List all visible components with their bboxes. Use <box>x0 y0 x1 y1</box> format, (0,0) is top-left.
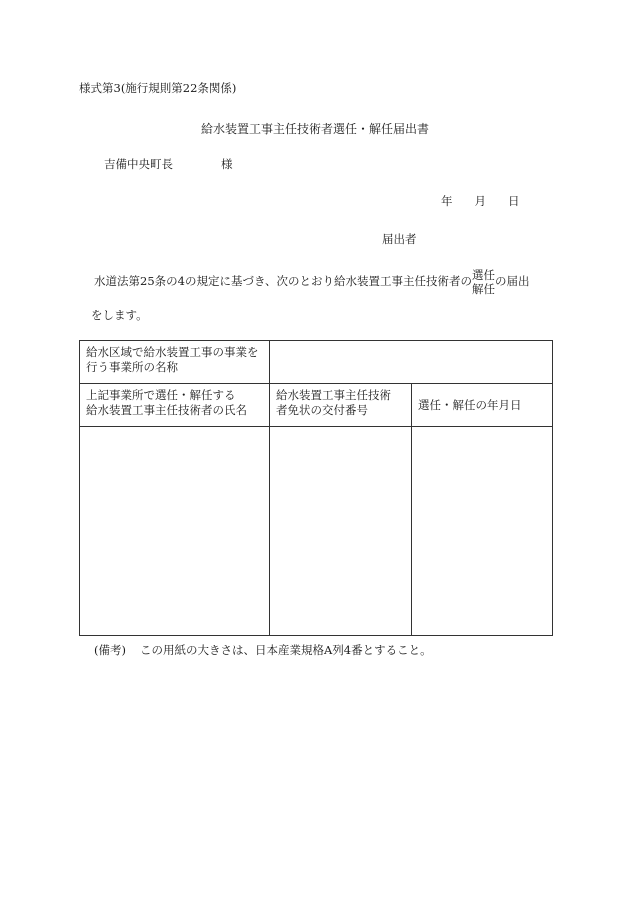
appointment-date-cell[interactable] <box>412 427 553 636</box>
table-row <box>80 341 553 384</box>
license-number-cell[interactable] <box>270 427 412 636</box>
date-month-label: 月 <box>474 194 486 208</box>
addressee <box>104 156 233 172</box>
date-year-label: 年 <box>441 194 453 208</box>
engineer-table <box>79 340 553 636</box>
engineer-name-header: 上記事業所で選任・解任する 給水装置工事主任技術者の氏名 <box>80 384 270 427</box>
notifier-label: 届出者 <box>382 232 417 246</box>
remark-label: (備考) <box>94 643 126 657</box>
table-row <box>80 427 553 636</box>
body-text-line2: をします。 <box>91 308 148 322</box>
appointment-dismissal-stack <box>472 268 495 296</box>
office-name-cell[interactable] <box>270 341 553 384</box>
license-number-header: 給水装置工事主任技術 者免状の交付番号 <box>270 384 412 427</box>
addressee-name: 吉備中央町長 <box>104 157 173 171</box>
appointment-date-header: 選任・解任の年月日 <box>412 384 553 427</box>
form-number: 様式第3(施行規則第22条関係) <box>79 81 237 95</box>
body-text-part1: 水道法第25条の4の規定に基づき、次のとおり給水装置工事主任技術者の <box>94 274 472 288</box>
stack-appointment: 選任 <box>472 268 495 282</box>
engineer-name-cell[interactable] <box>80 427 270 636</box>
date-day-label: 日 <box>508 194 520 208</box>
office-name-label: 給水区域で給水装置工事の事業を 行う事業所の名称 <box>80 341 270 384</box>
addressee-honorific: 様 <box>221 157 233 171</box>
remark <box>94 642 432 658</box>
date-row <box>441 193 520 209</box>
body-text-part2: の届出 <box>495 274 530 288</box>
body-text-line1 <box>94 268 530 296</box>
remark-text: この用紙の大きさは、日本産業規格A列4番とすること。 <box>139 643 432 657</box>
document-title: 給水装置工事主任技術者選任・解任届出書 <box>200 122 429 136</box>
stack-dismissal: 解任 <box>472 282 495 296</box>
table-row <box>80 384 553 427</box>
